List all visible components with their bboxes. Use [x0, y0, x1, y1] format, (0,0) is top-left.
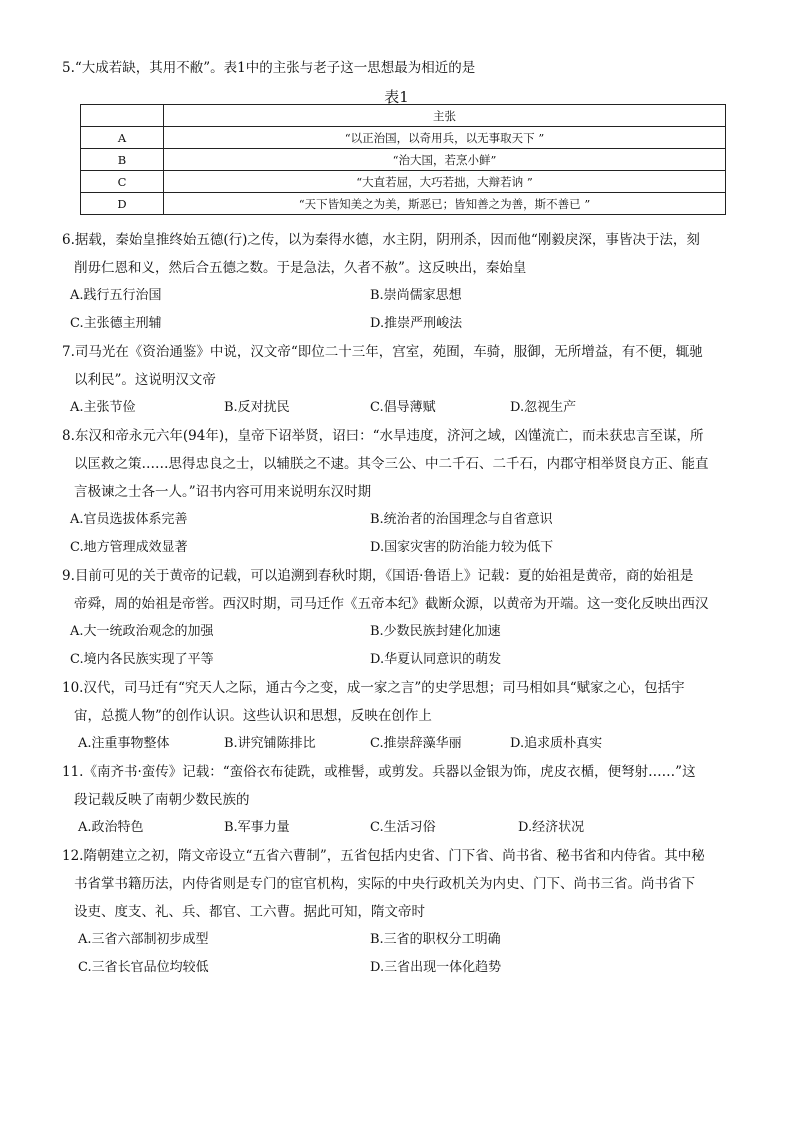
q8-option-a[interactable]: A.官员选拔体系完善 — [70, 512, 188, 527]
q9-option-d[interactable]: D.华夏认同意识的萌发 — [370, 652, 502, 667]
q11-option-b[interactable]: B.军事力量 — [224, 820, 290, 835]
q6-option-d[interactable]: D.推崇严刑峻法 — [370, 316, 463, 331]
q11-stem-line: 11.《南齐书·蛮传》记载：“蛮俗衣布徒跣，或椎髻，或剪发。兵器以金银为饰，虎皮衣楯，便弩射……”这 — [62, 764, 696, 780]
table-header-row — [81, 105, 726, 127]
q12-option-a[interactable]: A.三省六部制初步成型 — [78, 932, 209, 947]
q9-option-a[interactable]: A.大一统政治观念的加强 — [70, 624, 214, 639]
table-row — [81, 171, 726, 193]
q12-option-b[interactable]: B.三省的职权分工明确 — [370, 932, 501, 947]
q9-stem-line: 9.目前可见的关于黄帝的记载，可以追溯到春秋时期，《国语·鲁语上》记载：夏的始祖是黄帝，商的始祖是 — [62, 568, 694, 584]
q5-stem: 5.“大成若缺，其用不敝”。表1中的主张与老子这一思想最为相近的是 — [62, 60, 476, 76]
row-key: A — [81, 127, 164, 149]
q10-option-a[interactable]: A.注重事物整体 — [78, 736, 170, 751]
row-key: B — [81, 149, 164, 171]
row-text: “治大国，若烹小鲜” — [164, 149, 726, 171]
q7-option-b[interactable]: B.反对扰民 — [224, 400, 290, 415]
q9-option-b[interactable]: B.少数民族封建化加速 — [370, 624, 501, 639]
q8-option-b[interactable]: B.统治者的治国理念与自省意识 — [370, 512, 553, 527]
row-key: D — [81, 193, 164, 215]
q11-stem-line: 段记载反映了南朝少数民族的 — [74, 792, 250, 808]
table-row — [81, 127, 726, 149]
q7-stem-line: 7.司马光在《资治通鉴》中说，汉文帝“即位二十三年，宫室，苑囿，车骑，服御，无所增益，有不便，辄驰 — [62, 344, 703, 360]
table-1 — [80, 104, 726, 215]
row-text: “以正治国，以奇用兵，以无事取天下 ” — [164, 127, 726, 149]
q12-option-d[interactable]: D.三省出现一体化趋势 — [370, 960, 502, 975]
row-key: C — [81, 171, 164, 193]
q8-option-d[interactable]: D.国家灾害的防治能力较为低下 — [370, 540, 554, 555]
q6-option-a[interactable]: A.践行五行治国 — [70, 288, 162, 303]
q12-stem-line: 设吏、度支、礼、兵、都官、工六曹。据此可知，隋文帝时 — [74, 904, 425, 920]
q7-option-d[interactable]: D.忽视生产 — [510, 400, 577, 415]
q11-option-c[interactable]: C.生活习俗 — [370, 820, 436, 835]
q10-stem-line: 10.汉代，司马迁有“究天人之际，通古今之变，成一家之言”的史学思想；司马相如具“赋家之心，包括宇 — [62, 680, 685, 696]
q10-option-d[interactable]: D.追求质朴真实 — [510, 736, 603, 751]
q8-stem-line: 言极谏之士各一人。”诏书内容可用来说明东汉时期 — [74, 484, 372, 500]
q8-stem-line: 以匡救之策……思得忠良之士，以辅朕之不逮。其令三公、中二千石、二千石，内郡守相举贤良方正、能直 — [74, 456, 709, 472]
row-text: “天下皆知美之为美，斯恶已；皆知善之为善，斯不善已 ” — [164, 193, 726, 215]
q7-option-a[interactable]: A.主张节俭 — [70, 400, 136, 415]
row-text: “大直若屈，大巧若拙，大辩若讷 ” — [164, 171, 726, 193]
q10-option-c[interactable]: C.推崇辞藻华丽 — [370, 736, 462, 751]
q6-option-c[interactable]: C.主张德主刑辅 — [70, 316, 162, 331]
q7-stem-line: 以利民”。这说明汉文帝 — [74, 372, 216, 388]
q12-stem-line: 书省掌书籍历法，内侍省则是专门的宦官机构，实际的中央行政机关为内史、门下、尚书三省。尚书省下 — [74, 876, 695, 892]
table-row — [81, 149, 726, 171]
q10-stem-line: 宙，总揽人物”的创作认识。这些认识和思想，反映在创作上 — [74, 708, 432, 724]
q9-option-c[interactable]: C.境内各民族实现了平等 — [70, 652, 214, 667]
q9-stem-line: 帝舜，周的始祖是帝喾。西汉时期，司马迁作《五帝本纪》截断众源，以黄帝为开端。这一变化反映出西汉 — [74, 596, 709, 612]
table-caption: 表1 — [384, 88, 409, 106]
q12-stem-line: 12.隋朝建立之初，隋文帝设立“五省六曹制”，五省包括内史省、门下省、尚书省、秘书省和内侍省。其中秘 — [62, 848, 705, 864]
q11-option-d[interactable]: D.经济状况 — [518, 820, 585, 835]
q6-option-b[interactable]: B.崇尚儒家思想 — [370, 288, 462, 303]
q8-stem-line: 8.东汉和帝永元六年(94年)，皇帝下诏举贤，诏曰：“水旱违度，济河之域，凶馑流亡，而未获忠言至谋，所 — [62, 428, 704, 444]
q12-option-c[interactable]: C.三省长官品位均较低 — [78, 960, 209, 975]
q10-option-b[interactable]: B.讲究铺陈排比 — [224, 736, 316, 751]
table-row — [81, 193, 726, 215]
q6-stem-line: 削毋仁恩和义，然后合五德之数。于是急法，久者不赦”。这反映出，秦始皇 — [74, 260, 527, 276]
q7-option-c[interactable]: C.倡导薄赋 — [370, 400, 436, 415]
q8-option-c[interactable]: C.地方管理成效显著 — [70, 540, 188, 555]
q11-option-a[interactable]: A.政治特色 — [78, 820, 144, 835]
q6-stem-line: 6.据载，秦始皇推终始五德(行)之传，以为秦得水德，水主阴，阴刑杀，因而他“刚毅戾深，事皆决于法，刻 — [62, 232, 700, 248]
table-header-cell: 主张 — [164, 105, 726, 127]
